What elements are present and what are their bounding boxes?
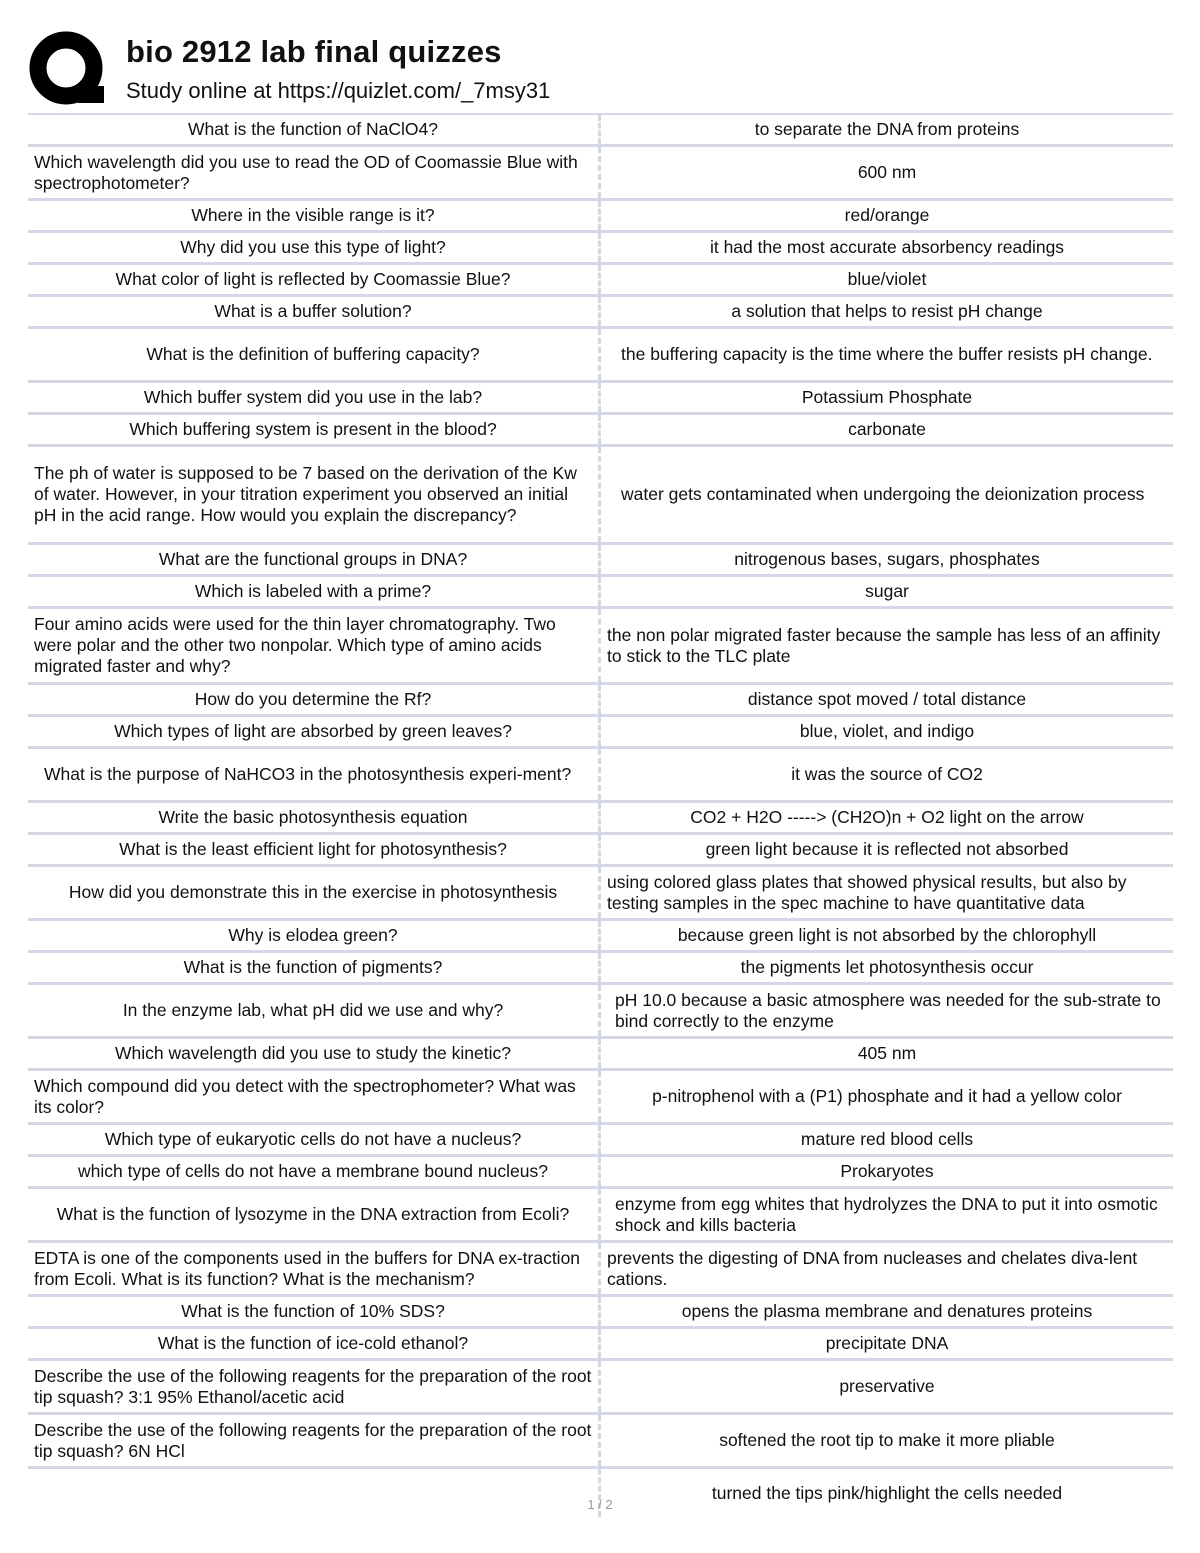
term-cell: What is the function of ice-cold ethanol? <box>157 1333 469 1353</box>
table-row <box>28 1039 1173 1071</box>
definition-cell: preservative <box>598 1361 1173 1412</box>
definition-cell: red/orange <box>598 201 1173 230</box>
term-cell: Which is labeled with a prime? <box>194 581 432 601</box>
header <box>28 26 1178 112</box>
term-cell: What is the function of pigments? <box>183 957 443 977</box>
definition-cell: 600 nm <box>598 147 1173 198</box>
table-row <box>28 985 1173 1039</box>
definition-cell: pH 10.0 because a basic atmosphere was needed for the sub-strate to bind correctly to the enzyme <box>598 985 1173 1036</box>
term-cell: EDTA is one of the components used in the buffers for DNA ex-traction from Ecoli. What is its function? What is the mechanism? <box>34 1247 581 1289</box>
term-cell: What is the definition of buffering capacity? <box>146 344 480 364</box>
table-row <box>28 921 1173 953</box>
table-row <box>28 1157 1173 1189</box>
definition-cell: 405 nm <box>598 1039 1173 1068</box>
table-row <box>28 265 1173 297</box>
term-cell: Which buffer system did you use in the lab? <box>143 387 483 407</box>
definition-cell: because green light is not absorbed by the chlorophyll <box>598 921 1173 950</box>
term-cell: What is the function of lysozyme in the DNA extraction from Ecoli? <box>56 1204 570 1224</box>
term-cell: which type of cells do not have a membrane bound nucleus? <box>78 1161 548 1181</box>
definition-cell: the pigments let photosynthesis occur <box>598 953 1173 982</box>
definition-cell: nitrogenous bases, sugars, phosphates <box>598 545 1173 574</box>
definition-cell: opens the plasma membrane and denatures proteins <box>598 1297 1173 1326</box>
term-cell: In the enzyme lab, what pH did we use and why? <box>122 1000 504 1020</box>
term-cell: Which wavelength did you use to read the OD of Coomassie Blue with spectrophotometer? <box>34 151 578 193</box>
term-cell: Four amino acids were used for the thin layer chromatography. Two were polar and the other two nonpolar. Which type of amino acids migrated faster and why? <box>34 614 556 676</box>
table-row <box>28 1329 1173 1361</box>
table-row <box>28 1071 1173 1125</box>
term-cell: How did you demonstrate this in the exercise in photosynthesis <box>68 882 558 902</box>
table-row <box>28 1243 1173 1297</box>
definition-cell: prevents the digesting of DNA from nucleases and chelates diva-lent cations. <box>598 1243 1173 1294</box>
term-cell: What is the purpose of NaHCO3 in the photosynthesis experi-ment? <box>44 764 572 784</box>
definition-cell: using colored glass plates that showed physical results, but also by testing samples in the spec machine to have quantitative data <box>598 867 1173 918</box>
definition-cell: CO2 + H2O -----> (CH2O)n + O2 light on the arrow <box>598 803 1173 832</box>
definition-cell: Prokaryotes <box>598 1157 1173 1186</box>
term-cell: Describe the use of the following reagents for the preparation of the root tip squash? 3:1 95% Ethanol/acetic acid <box>34 1365 592 1407</box>
term-cell: Which wavelength did you use to study the kinetic? <box>115 1043 511 1063</box>
table-row <box>28 115 1173 147</box>
table-row <box>28 329 1173 383</box>
table-row <box>28 415 1173 447</box>
page-number: 1 / 2 <box>587 1497 613 1512</box>
table-row <box>28 953 1173 985</box>
definition-cell: the buffering capacity is the time where the buffer resists pH change. <box>598 329 1173 380</box>
table-row <box>28 545 1173 577</box>
term-cell: Why is elodea green? <box>228 925 398 945</box>
definition-cell: the non polar migrated faster because the sample has less of an affinity to stick to the TLC plate <box>598 609 1173 682</box>
table-row <box>28 1189 1173 1243</box>
flashcard-table <box>28 113 1173 1517</box>
table-row <box>28 577 1173 609</box>
definition-cell: Potassium Phosphate <box>598 383 1173 412</box>
definition-cell: green light because it is reflected not absorbed <box>598 835 1173 864</box>
table-row <box>28 201 1173 233</box>
term-cell: Which types of light are absorbed by green leaves? <box>114 721 512 741</box>
definition-cell: p-nitrophenol with a (P1) phosphate and it had a yellow color <box>598 1071 1173 1122</box>
definition-cell: distance spot moved / total distance <box>598 685 1173 714</box>
definition-cell: it had the most accurate absorbency readings <box>598 233 1173 262</box>
definition-cell: a solution that helps to resist pH change <box>598 297 1173 326</box>
table-row <box>28 1125 1173 1157</box>
table-row <box>28 233 1173 265</box>
table-row <box>28 835 1173 867</box>
term-cell: Describe the use of the following reagents for the preparation of the root tip squash? 6N HCl <box>34 1419 592 1461</box>
study-link[interactable]: Study online at https://quizlet.com/_7msy31 <box>126 78 551 103</box>
quizlet-logo-icon <box>28 30 108 110</box>
table-row <box>28 1297 1173 1329</box>
term-cell: The ph of water is supposed to be 7 based on the derivation of the Kw of water. However, in your titration experiment you observed an initial pH in the acid range. How would you explain the discrepancy? <box>34 463 577 525</box>
table-row <box>28 749 1173 803</box>
term-cell: What is a buffer solution? <box>214 301 412 321</box>
term-cell: Write the basic photosynthesis equation <box>158 807 468 827</box>
definition-cell: blue/violet <box>598 265 1173 294</box>
definition-cell: enzyme from egg whites that hydrolyzes the DNA to put it into osmotic shock and kills bacteria <box>598 1189 1173 1240</box>
term-cell: What is the function of 10% SDS? <box>181 1301 445 1321</box>
definition-cell: blue, violet, and indigo <box>598 717 1173 746</box>
page-title: bio 2912 lab final quizzes <box>126 34 502 69</box>
term-cell: Why did you use this type of light? <box>180 237 446 257</box>
definition-cell: carbonate <box>598 415 1173 444</box>
table-row <box>28 1415 1173 1469</box>
term-cell: How do you determine the Rf? <box>194 689 432 709</box>
term-cell: What color of light is reflected by Coomassie Blue? <box>115 269 511 289</box>
term-cell: What is the least efficient light for photosynthesis? <box>119 839 507 859</box>
term-cell: What is the function of NaClO4? <box>188 119 438 139</box>
term-cell: Which type of eukaryotic cells do not have a nucleus? <box>104 1129 522 1149</box>
table-row <box>28 447 1173 545</box>
definition-cell: it was the source of CO2 <box>598 749 1173 800</box>
table-row <box>28 383 1173 415</box>
table-row <box>28 609 1173 685</box>
definition-cell: softened the root tip to make it more pliable <box>598 1415 1173 1466</box>
definition-cell: sugar <box>598 577 1173 606</box>
definition-cell: to separate the DNA from proteins <box>598 115 1173 144</box>
term-cell: What are the functional groups in DNA? <box>158 549 468 569</box>
table-row <box>28 297 1173 329</box>
term-cell: Where in the visible range is it? <box>191 205 435 225</box>
term-cell: Which buffering system is present in the blood? <box>129 419 497 439</box>
definition-cell: precipitate DNA <box>598 1329 1173 1358</box>
definition-cell: turned the tips pink/highlight the cells needed <box>598 1469 1173 1517</box>
definition-cell: water gets contaminated when undergoing the deionization process <box>598 447 1173 542</box>
table-row <box>28 803 1173 835</box>
definition-cell: mature red blood cells <box>598 1125 1173 1154</box>
table-row <box>28 147 1173 201</box>
table-row <box>28 1361 1173 1415</box>
term-cell: Which compound did you detect with the spectrophometer? What was its color? <box>34 1075 576 1117</box>
table-row <box>28 717 1173 749</box>
table-row <box>28 685 1173 717</box>
table-row <box>28 867 1173 921</box>
